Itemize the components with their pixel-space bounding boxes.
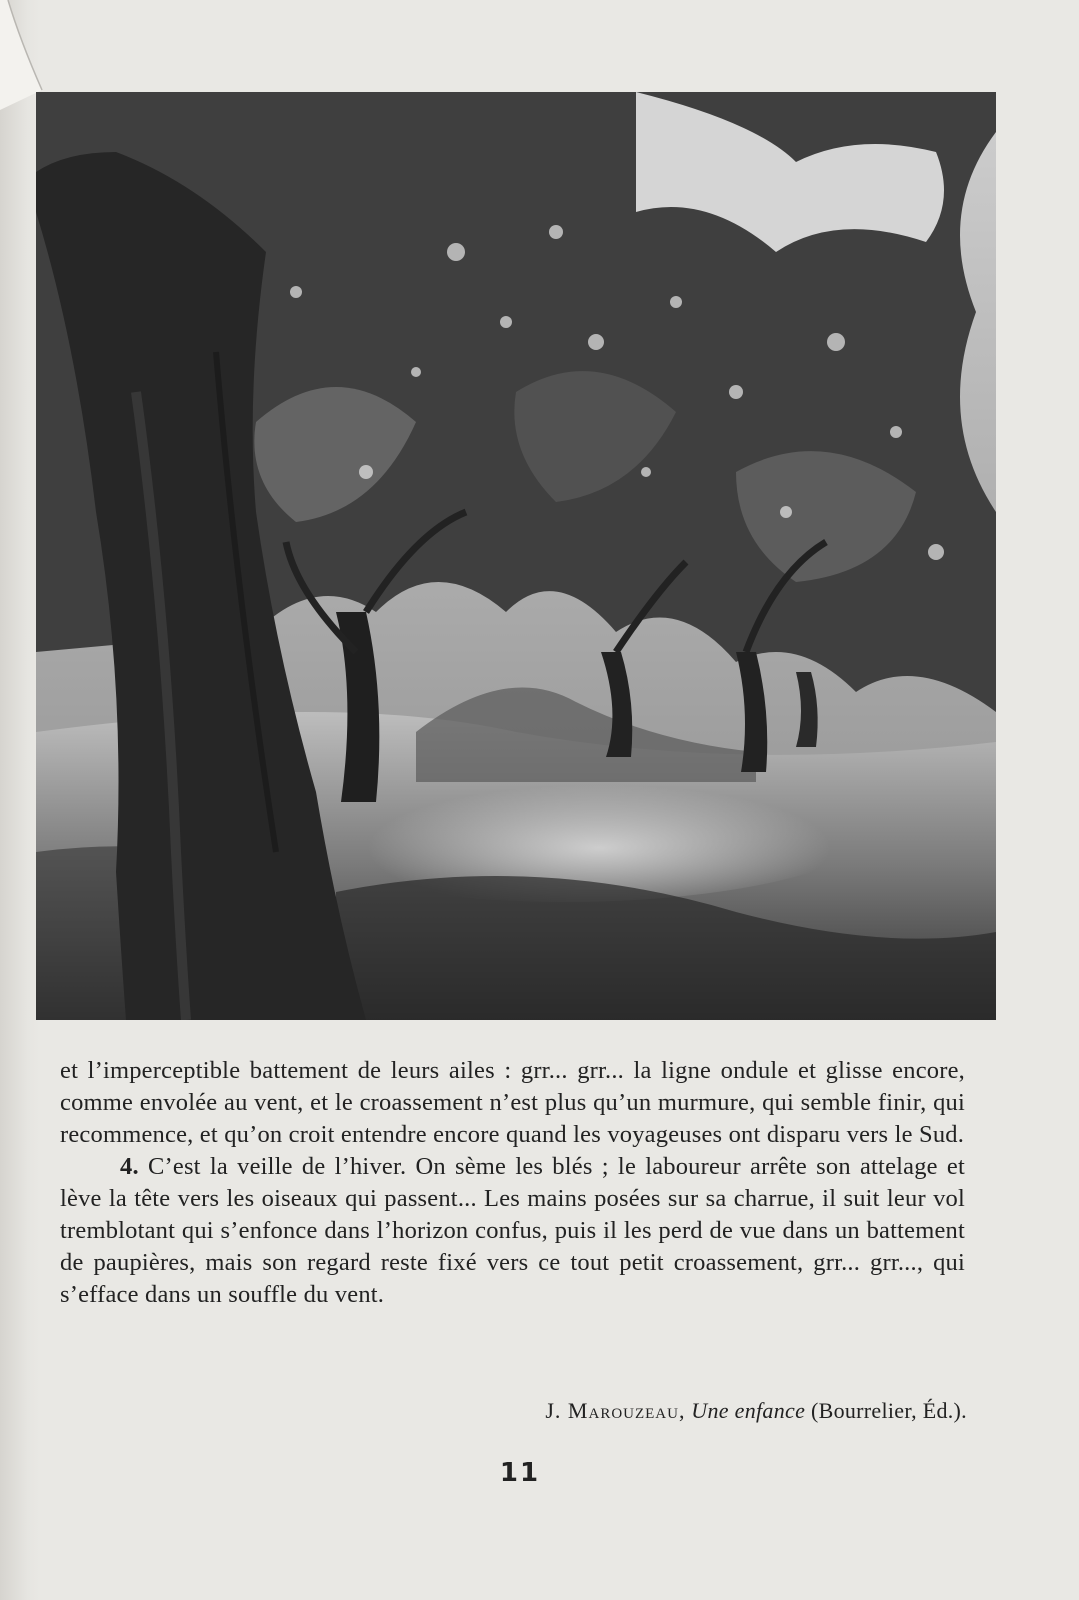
- paragraph-number: 4.: [120, 1153, 139, 1180]
- tree-landscape-photo: [36, 92, 996, 1020]
- publisher: (Bourrelier, Éd.).: [810, 1398, 967, 1423]
- source-attribution: [545, 1398, 967, 1424]
- author-name: J. Marouzeau,: [545, 1398, 686, 1423]
- page-number: 11: [499, 1458, 541, 1488]
- paragraph-4-text: C’est la veille de l’hiver. On sème les blés ; le laboureur arrête son attelage et lève la tête vers les oiseaux qui passent... Les mains posées sur sa charrue, il suit leur vol tremblotant qui s’enfonce dans l’horizon confus, puis il les perd de vue dans un battement de paupières, mais son regard reste fixé vers ce tout petit croassement, grr... grr..., qui s’efface dans un souffle du vent.: [60, 1153, 966, 1308]
- paragraph-4: [60, 1151, 965, 1311]
- page-binding-edge: [0, 0, 40, 1600]
- work-title: Une enfance: [691, 1398, 806, 1423]
- article-text: [60, 1055, 965, 1311]
- paragraph-continuation: et l’imperceptible battement de leurs ailes : grr... grr... la ligne ondule et glisse encore, comme envolée au vent, et le croassement n’est plus qu’un murmure, qui semble finir, qui recommence, et qu’on croit entendre encore quand les voyageuses ont disparu vers le Sud.: [60, 1057, 965, 1148]
